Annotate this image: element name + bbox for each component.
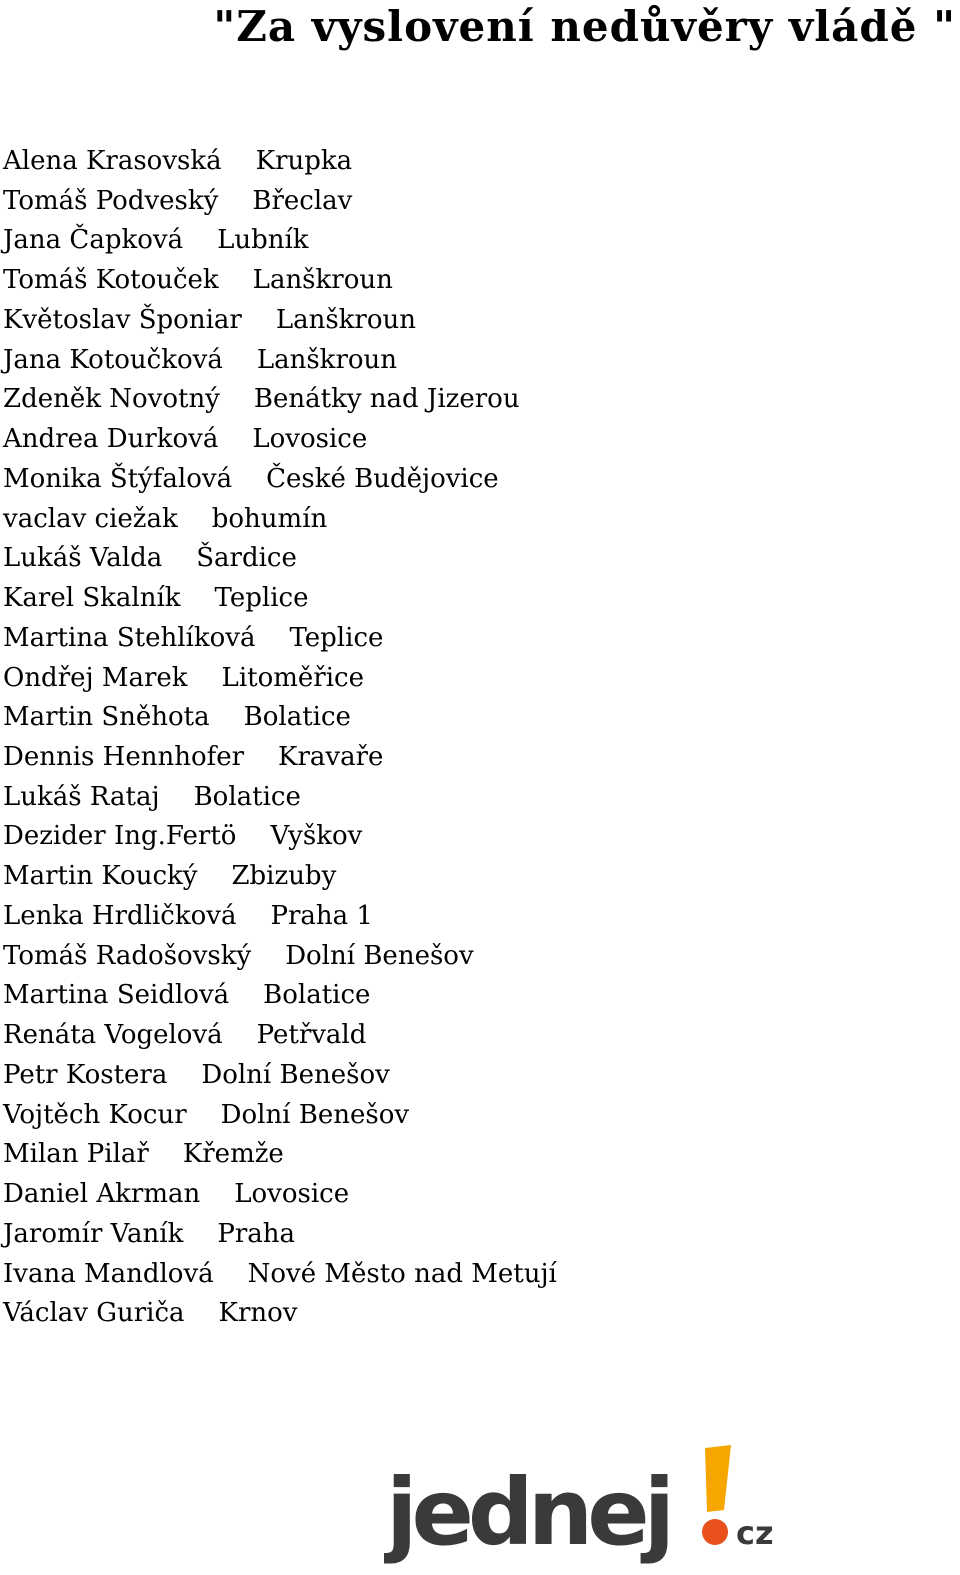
signature-row [3, 976, 557, 1016]
signer-city: Vyškov [270, 821, 363, 852]
signature-row [3, 539, 557, 579]
signer-city: Dolní Benešov [220, 1099, 410, 1130]
logo-wordmark: jednej [386, 1459, 670, 1566]
signature-row [3, 1175, 557, 1215]
signature-row [3, 1215, 557, 1255]
signature-row [3, 182, 557, 222]
signer-name: Jana Čapková [3, 225, 184, 256]
signer-name: Martin Sněhota [3, 702, 210, 733]
signature-row [3, 937, 557, 977]
signer-name: Jaromír Vaník [3, 1218, 184, 1249]
signer-city: Petřvald [256, 1020, 367, 1051]
signer-name: Lukáš Valda [3, 543, 163, 574]
signer-city: Lanškroun [252, 265, 393, 296]
signer-name: Vojtěch Kocur [3, 1099, 187, 1130]
signer-city: České Budějovice [266, 463, 499, 494]
signer-name: Dennis Hennhofer [3, 742, 245, 773]
signature-row [3, 1135, 557, 1175]
signer-city: Dolní Benešov [201, 1059, 390, 1090]
signer-name: Václav Guriča [3, 1298, 185, 1329]
signer-name: Monika Štýfalová [3, 463, 233, 494]
signature-row [3, 1056, 557, 1096]
signature-row [3, 1016, 557, 1056]
signature-row [3, 778, 557, 818]
signer-city: Bolatice [193, 781, 301, 812]
signer-name: Alena Krasovská [3, 146, 222, 176]
signature-row [3, 1255, 557, 1295]
signer-name: Martin Koucký [3, 861, 198, 892]
signature-row [3, 460, 557, 500]
signer-city: Krnov [218, 1298, 298, 1329]
signature-list [3, 142, 557, 1334]
signer-name: Květoslav Šponiar [3, 304, 242, 335]
signer-name: Karel Skalník [3, 583, 181, 614]
signature-row [3, 341, 557, 381]
signature-row [3, 1294, 557, 1334]
signature-row [3, 619, 557, 659]
signer-name: Ivana Mandlová [3, 1258, 214, 1289]
signature-row [3, 261, 557, 301]
signer-name: Lukáš Rataj [3, 781, 160, 812]
signer-city: Praha 1 [270, 900, 373, 931]
signer-name: Dezider Ing.Fertö [3, 821, 237, 852]
signer-name: Tomáš Podveský [3, 185, 219, 216]
signer-name: Martina Stehlíková [3, 622, 256, 653]
logo-exclamation-bar [705, 1445, 731, 1512]
signer-city: Lubník [217, 225, 309, 256]
signer-name: Lenka Hrdličková [3, 900, 237, 931]
signer-city: Šardice [196, 543, 297, 574]
signer-name: Renáta Vogelová [3, 1020, 223, 1051]
signature-row [3, 857, 557, 897]
signer-city: Bolatice [263, 980, 371, 1011]
signer-city: Teplice [289, 622, 384, 653]
signer-name: Martina Seidlová [3, 980, 230, 1011]
signer-name: Tomáš Kotouček [3, 265, 219, 296]
signer-name: Petr Kostera [3, 1059, 168, 1090]
signature-row [3, 380, 557, 420]
signer-city: Praha [217, 1218, 296, 1249]
signer-city: Dolní Benešov [285, 940, 474, 971]
signer-city: Nové Město nad Metují [247, 1258, 557, 1289]
signature-row [3, 221, 557, 261]
signature-row [3, 579, 557, 619]
signer-city: Litoměřice [221, 662, 364, 693]
signer-city: Břeclav [252, 185, 353, 216]
signature-row [3, 1096, 557, 1136]
document-title: "Za vyslovení nedůvěry vládě " [213, 2, 956, 51]
signer-city: Bolatice [243, 702, 351, 733]
signer-name: Milan Pilař [3, 1139, 149, 1170]
signer-city: Křemže [182, 1139, 284, 1170]
signature-row [3, 420, 557, 460]
signature-row [3, 301, 557, 341]
signer-city: Zbizuby [231, 861, 337, 892]
signer-city: Lanškroun [275, 304, 416, 335]
signature-row [3, 738, 557, 778]
signer-city: Lanškroun [256, 344, 398, 375]
signer-name: Daniel Akrman [3, 1179, 201, 1210]
jednej-logo [384, 1440, 784, 1570]
signature-row [3, 897, 557, 937]
signature-row [3, 500, 557, 540]
signer-name: Tomáš Radošovský [3, 940, 252, 971]
signer-name: Jana Kotoučková [3, 344, 223, 375]
signer-city: Teplice [214, 583, 309, 614]
signer-city: Benátky nad Jizerou [253, 384, 520, 415]
logo-tld: cz [736, 1514, 774, 1552]
signer-city: Lovosice [252, 424, 368, 455]
signer-name: Andrea Durková [3, 424, 219, 455]
signer-name: Zdeněk Novotný [3, 384, 220, 415]
signer-city: Lovosice [234, 1179, 350, 1210]
signature-row [3, 142, 557, 182]
signature-row [3, 817, 557, 857]
logo-exclamation-dot [702, 1519, 728, 1545]
signature-row [3, 659, 557, 699]
signer-city: bohumín [211, 503, 328, 534]
signer-city: Krupka [255, 146, 353, 176]
signature-row [3, 698, 557, 738]
signer-name: vaclav ciežak [3, 503, 178, 534]
signer-name: Ondřej Marek [3, 662, 188, 693]
signer-city: Kravaře [278, 742, 384, 773]
